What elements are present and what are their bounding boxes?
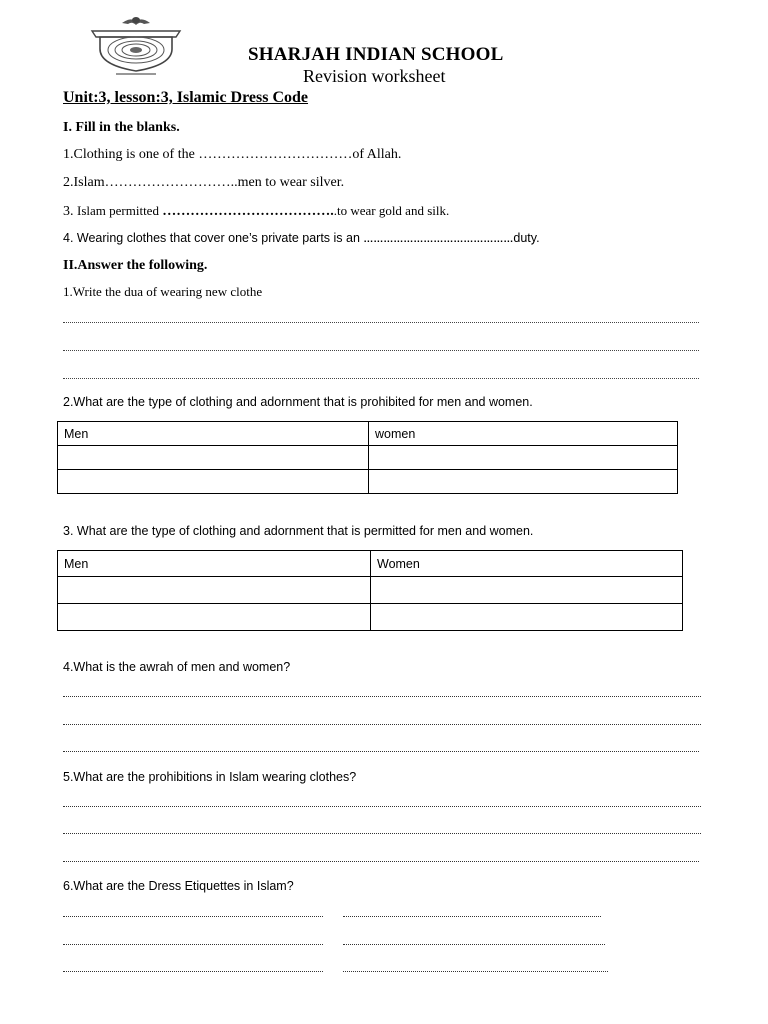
answer-line (63, 696, 701, 697)
q4-text-before: 4. Wearing clothes that cover one’s private parts is an (63, 231, 364, 245)
fill-blank-2 (63, 175, 344, 191)
q2-text-after: .men to wear silver. (234, 175, 345, 190)
answer-cell[interactable] (371, 604, 683, 631)
unit-title: Unit:3, lesson:3, Islamic Dress Code (63, 89, 309, 106)
q1-text-before: 1.Clothing is one of the (63, 147, 199, 162)
answer-line (63, 916, 323, 917)
question-2: 2.What are the type of clothing and adornment that is prohibited for men and women. (63, 395, 533, 409)
section-1-title: I. Fill in the blanks. (63, 120, 180, 135)
q3-blank: ………………………………. (162, 204, 334, 219)
school-name: SHARJAH INDIAN SCHOOL (248, 44, 504, 65)
answer-line (63, 350, 699, 351)
answer-line (63, 861, 699, 862)
answer-line (63, 724, 701, 725)
col-header-men: Men (58, 551, 371, 577)
col-header-women: Women (371, 551, 683, 577)
answer-line (63, 944, 323, 945)
q1-blank: …………………………… (198, 147, 353, 162)
answer-line (343, 971, 608, 972)
answer-cell[interactable] (369, 470, 678, 494)
answer-line (63, 751, 699, 752)
answer-line (63, 806, 701, 807)
permitted-table (57, 550, 683, 631)
answer-cell[interactable] (58, 470, 369, 494)
col-header-men: Men (58, 422, 369, 446)
fill-blank-1 (63, 147, 401, 163)
answer-line (63, 322, 699, 323)
section-2-title: II.Answer the following. (63, 258, 208, 273)
answer-line (63, 378, 699, 379)
worksheet-subtitle: Revision worksheet (303, 66, 446, 86)
q2-blank: ………………………. (104, 175, 235, 190)
question-1: 1.Write the dua of wearing new clothe (63, 284, 263, 299)
question-3: 3. What are the type of clothing and adornment that is permitted for men and women. (63, 524, 534, 538)
answer-cell[interactable] (58, 446, 369, 470)
fill-blank-4 (63, 231, 540, 245)
q3-text-before: Islam permitted (77, 203, 163, 218)
question-5: 5.What are the prohibitions in Islam wearing clothes? (63, 770, 357, 784)
school-logo (86, 15, 186, 75)
prohibited-table (57, 421, 678, 494)
q4-blank: ……………………………………… (363, 234, 514, 245)
question-6: 6.What are the Dress Etiquettes in Islam? (63, 879, 294, 893)
q1-text-after: of Allah. (352, 147, 402, 162)
answer-line (63, 971, 323, 972)
q3-number: 3. (63, 204, 77, 219)
answer-cell[interactable] (371, 577, 683, 604)
answer-cell[interactable] (58, 577, 371, 604)
question-4: 4.What is the awrah of men and women? (63, 660, 291, 674)
col-header-women: women (369, 422, 678, 446)
fill-blank-3 (63, 203, 449, 220)
answer-cell[interactable] (369, 446, 678, 470)
answer-line (63, 833, 701, 834)
q4-text-after: duty. (513, 231, 540, 245)
q2-text-before: 2.Islam (63, 175, 105, 190)
q3-text-after: .to wear gold and silk. (333, 203, 450, 218)
answer-line (343, 944, 605, 945)
answer-cell[interactable] (58, 604, 371, 631)
answer-line (343, 916, 601, 917)
